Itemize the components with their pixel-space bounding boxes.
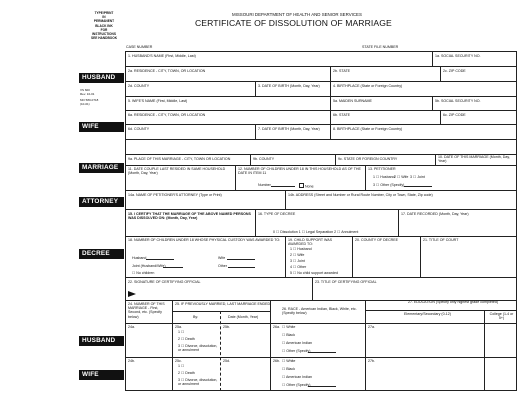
field-date-recorded[interactable]: 17. DATE RECORDED (Month, Day, Year) [401, 212, 469, 216]
col-divider [255, 124, 256, 139]
row-divider [125, 139, 517, 140]
petitioner-joint-option[interactable]: 3 ☐ Joint [410, 175, 425, 179]
education-college-label: College (1-4 or 5+) [489, 312, 514, 321]
custody-husband-line [146, 259, 174, 260]
field-signature[interactable]: 22. SIGNATURE OF CERTIFYING OFFICIAL [128, 280, 201, 284]
col-divider [398, 209, 399, 236]
field-wife-zip[interactable]: 6c. ZIP CODE [443, 113, 466, 117]
field-attorney-name[interactable]: 14a. NAME OF PETITIONER'S ATTORNEY (Type or Print) [128, 193, 222, 197]
col-divider [255, 81, 256, 96]
field-wife-maiden[interactable]: 5a. MAIDEN SURNAME [333, 99, 372, 103]
field-last-resided[interactable]: 11. DATE COUPLE LAST RESIDED IN SAME HOUSEHOLD (Month, Day, Year) [128, 167, 226, 176]
field-wife-state[interactable]: 6b. STATE [333, 113, 351, 117]
col-divider [432, 96, 433, 110]
note-line: TYPE/PRINT [94, 11, 114, 15]
col-divider [330, 124, 331, 139]
field-decree-type: 16. TYPE OF DECREE [258, 212, 296, 216]
field-marriage-state[interactable]: 9c. STATE OR FOREIGN COUNTRY [338, 157, 398, 161]
col-divider [365, 165, 366, 190]
col-divider [440, 66, 441, 81]
note-line: INSTRUCTIONS [92, 32, 116, 37]
col-divider [312, 277, 313, 300]
ended-option[interactable]: 3 ☐ Divorce, dissolution, or annulment [178, 378, 218, 387]
custody-other-label: Other [218, 264, 227, 268]
decree-type-options[interactable]: 0 ☐ Dissolution 1 ☐ Legal Separation 2 ☐ Annulment [273, 230, 359, 234]
ended-option[interactable]: 1 ☐ [178, 330, 185, 334]
custody-joint-line [163, 267, 183, 268]
col-divider [250, 154, 251, 165]
row-divider [125, 323, 517, 324]
support-wife-option[interactable]: 2 ☐ Wife [290, 253, 305, 257]
custody-wife-label: Wife [218, 256, 226, 260]
col-divider [330, 66, 331, 81]
stat-number[interactable]: 27a. [368, 325, 375, 329]
section-label-wife-stats: WIFE [79, 370, 124, 380]
col-divider [484, 310, 485, 391]
ended-option[interactable]: 2 ☐ Death [178, 371, 195, 375]
stat-number: 25a. [175, 325, 182, 329]
section-label-marriage: MARRIAGE [79, 163, 124, 173]
col-divider [432, 51, 433, 66]
form-code: MO 580-0718 [80, 98, 99, 103]
page-title: CERTIFICATE OF DISSOLUTION OF MARRIAGE [195, 18, 392, 28]
row-divider [125, 110, 517, 111]
field-custody: 18. NUMBER OF CHILDREN UNDER 18 WHOSE PHYSICAL CUSTODY WAS AWARDED TO: [128, 238, 281, 242]
row-divider [365, 310, 517, 311]
section-label-husband-stats: HUSBAND [79, 336, 124, 346]
row-divider [125, 209, 517, 210]
col-divider [420, 236, 421, 277]
stat-number: 26b. [273, 359, 280, 363]
field-dissolved-date[interactable]: 15. I CERTIFY THAT THE MARRIAGE OF THE ABOVE NAMED PERSONS WAS DISSOLVED ON: (Month, Day, Year) [128, 212, 251, 221]
stat-number[interactable]: 25b. [223, 325, 230, 329]
education-elementary-label: Elementary/Secondary (0-12) [404, 312, 451, 316]
section-label-husband: HUSBAND [79, 73, 124, 83]
stat-number[interactable]: 24a. [128, 325, 135, 329]
stat-number[interactable]: 25d. [223, 359, 230, 363]
petitioner-other-option[interactable]: 3 ☐ Other (Specify) [373, 183, 405, 187]
col-divider [220, 311, 221, 391]
custody-joint-label: Joint (Husband/Wife) [132, 264, 166, 268]
race-option[interactable]: ☐ American Indian [282, 375, 312, 379]
row-divider [125, 165, 517, 166]
race-option[interactable]: ☐ Black [282, 367, 296, 371]
checkbox[interactable] [299, 183, 304, 188]
field-wife-name[interactable]: 5. WIFE'S NAME (First, Middle, Last) [128, 99, 188, 103]
case-number-label: CASE NUMBER [126, 45, 153, 49]
col-divider [330, 110, 331, 124]
field-race: 26. RACE - American Indian, Black, White, etc. (Specify below) [282, 307, 357, 316]
ended-option[interactable]: 1 ☐ [178, 364, 185, 368]
field-husband-county[interactable]: 2d. COUNTY [128, 84, 150, 88]
form-code: Rev. 10-01 [80, 91, 95, 96]
field-marriage-number: 24. NUMBER OF THIS MARRIAGE - First, Second, etc. (Specify below) [128, 302, 165, 319]
ended-option[interactable]: 3 ☐ Divorce, dissolution, or annulment [178, 344, 218, 353]
support-none-option[interactable]: 5 ☐ No child support awarded [290, 271, 338, 275]
stat-number: 25c. [175, 359, 182, 363]
signature-arrow-icon [128, 291, 136, 297]
previous-by-label: By: [193, 315, 199, 319]
stat-number[interactable]: 27b. [368, 359, 375, 363]
field-certifying-title[interactable]: 23. TITLE OF CERTIFYING OFFICIAL [315, 280, 377, 284]
custody-wife-line [227, 259, 255, 260]
agency-name: MISSOURI DEPARTMENT OF HEALTH AND SENIOR SERVICES [232, 12, 362, 17]
custody-other-line [228, 267, 255, 268]
field-county-of-decree[interactable]: 20. COUNTY OF DECREE [355, 238, 399, 242]
col-divider [172, 300, 173, 391]
col-divider [330, 96, 331, 110]
row-divider [172, 311, 270, 312]
field-husband-dob[interactable]: 3. DATE OF BIRTH (Month, Day, Year) [258, 84, 320, 88]
race-option[interactable]: ☐ White [282, 359, 296, 363]
field-husband-name[interactable]: 1. HUSBAND'S NAME (First, Middle, Last) [128, 54, 196, 58]
field-marriage-place[interactable]: 9a. PLACE OF THIS MARRIAGE - CITY, TOWN OR LOCATION [128, 157, 231, 161]
field-wife-dob[interactable]: 7. DATE OF BIRTH (Month, Day, Year) [258, 127, 320, 131]
children-number-label: Number [258, 183, 271, 187]
children-none-option[interactable] [299, 183, 314, 189]
row-divider [125, 190, 517, 191]
form-code: (10-01) [80, 101, 90, 106]
field-husband-birthplace[interactable]: 4. BIRTHPLACE (State or Foreign Country) [333, 84, 403, 88]
form-code: VS 600 [80, 88, 90, 92]
col-divider [365, 300, 366, 391]
field-wife-ssn[interactable]: 5b. SOCIAL SECURITY NO. [435, 99, 481, 103]
col-divider [270, 300, 271, 391]
form-codes [80, 89, 98, 106]
note-line: SEE HANDBOOK [90, 36, 118, 41]
race-other-line [308, 386, 336, 387]
option-label: None [305, 184, 314, 189]
field-wife-county[interactable]: 6d. COUNTY [128, 127, 150, 131]
children-number-line [271, 186, 295, 187]
field-husband-state[interactable]: 2b. STATE [333, 69, 351, 73]
petitioner-other-line [404, 186, 432, 187]
col-divider [285, 236, 286, 277]
field-wife-residence[interactable]: 6a. RESIDENCE - CITY, TOWN, OR LOCATION [128, 113, 206, 117]
field-husband-ssn[interactable]: 1a. SOCIAL SECURITY NO. [435, 54, 481, 58]
col-divider [235, 165, 236, 190]
section-label-attorney: ATTORNEY [79, 197, 124, 207]
field-title-of-court[interactable]: 21. TITLE OF COURT [423, 238, 459, 242]
field-wife-birthplace[interactable]: 8. BIRTHPLACE (State or Foreign Country) [333, 127, 403, 131]
field-education: 27. EDUCATION (Specify only highest grade completed) [408, 300, 499, 304]
support-husband-option[interactable]: 1 ☐ Husband [290, 247, 312, 251]
col-divider [352, 236, 353, 277]
custody-husband-label: Husband [132, 256, 147, 260]
petitioner-wife-option[interactable]: 2 ☐ Wife [394, 175, 409, 179]
row-divider [125, 236, 517, 237]
col-divider [335, 154, 336, 165]
section-label-wife: WIFE [79, 122, 124, 132]
note-line: FOR [100, 27, 108, 32]
field-children-count[interactable]: 12. NUMBER OF CHILDREN UNDER 18 IN THIS HOUSEHOLD AS OF THE DATE IN ITEM 11 [238, 167, 361, 176]
support-other-option[interactable]: 4 ☐ Other [290, 265, 307, 269]
race-option[interactable]: ☐ Other (Specify) [282, 349, 311, 353]
row-divider [125, 66, 517, 67]
note-line: IN [102, 15, 106, 20]
note-line: PERMANENT [93, 19, 115, 24]
race-option[interactable]: ☐ White [282, 325, 296, 329]
race-option[interactable]: ☐ Other (Specify) [282, 383, 311, 387]
state-file-number-label: STATE FILE NUMBER [362, 45, 399, 49]
instructions-note [84, 11, 124, 40]
custody-no-children-option[interactable]: ☐ No children [132, 271, 155, 275]
col-divider [285, 190, 286, 209]
field-marriage-county[interactable]: 9b. COUNTY [253, 157, 275, 161]
stat-number: 26a. [273, 325, 280, 329]
petitioner-husband-option[interactable]: 1 ☐ Husband [373, 175, 395, 179]
col-divider [435, 154, 436, 165]
field-marriage-date[interactable]: 10. DATE OF THIS MARRIAGE (Month, Day, Year) [438, 155, 510, 164]
field-previous-marriage: 25. IF PREVIOUSLY MARRIED, LAST MARRIAGE ENDED [175, 302, 271, 306]
field-petitioner: 13. PETITIONER [368, 167, 396, 171]
field-child-support: 19. CHILD SUPPORT WAS AWARDED TO: [288, 238, 333, 247]
field-attorney-address[interactable]: 14b. ADDRESS (Street and Number or Rural Route Number, City or Town, State, Zip code) [288, 193, 433, 197]
previous-date-label: Date (Month, Year) [228, 315, 259, 319]
row-divider [125, 277, 517, 278]
field-husband-residence[interactable]: 2a. RESIDENCE - CITY, TOWN, OR LOCATION [128, 69, 206, 73]
stat-number[interactable]: 24b. [128, 359, 135, 363]
col-divider [255, 209, 256, 236]
row-divider [125, 357, 517, 358]
race-option[interactable]: ☐ Black [282, 333, 296, 337]
col-divider [330, 81, 331, 96]
race-other-line [308, 352, 336, 353]
field-husband-zip[interactable]: 2c. ZIP CODE [443, 69, 466, 73]
row-divider [125, 81, 517, 82]
col-divider [440, 110, 441, 124]
ended-option[interactable]: 2 ☐ Death [178, 337, 195, 341]
support-joint-option[interactable]: 3 ☐ Joint [290, 259, 305, 263]
row-divider [125, 124, 517, 125]
note-line: BLACK INK [95, 23, 113, 28]
row-divider [125, 96, 517, 97]
race-option[interactable]: ☐ American Indian [282, 341, 312, 345]
section-label-decree: DECREE [79, 249, 124, 259]
